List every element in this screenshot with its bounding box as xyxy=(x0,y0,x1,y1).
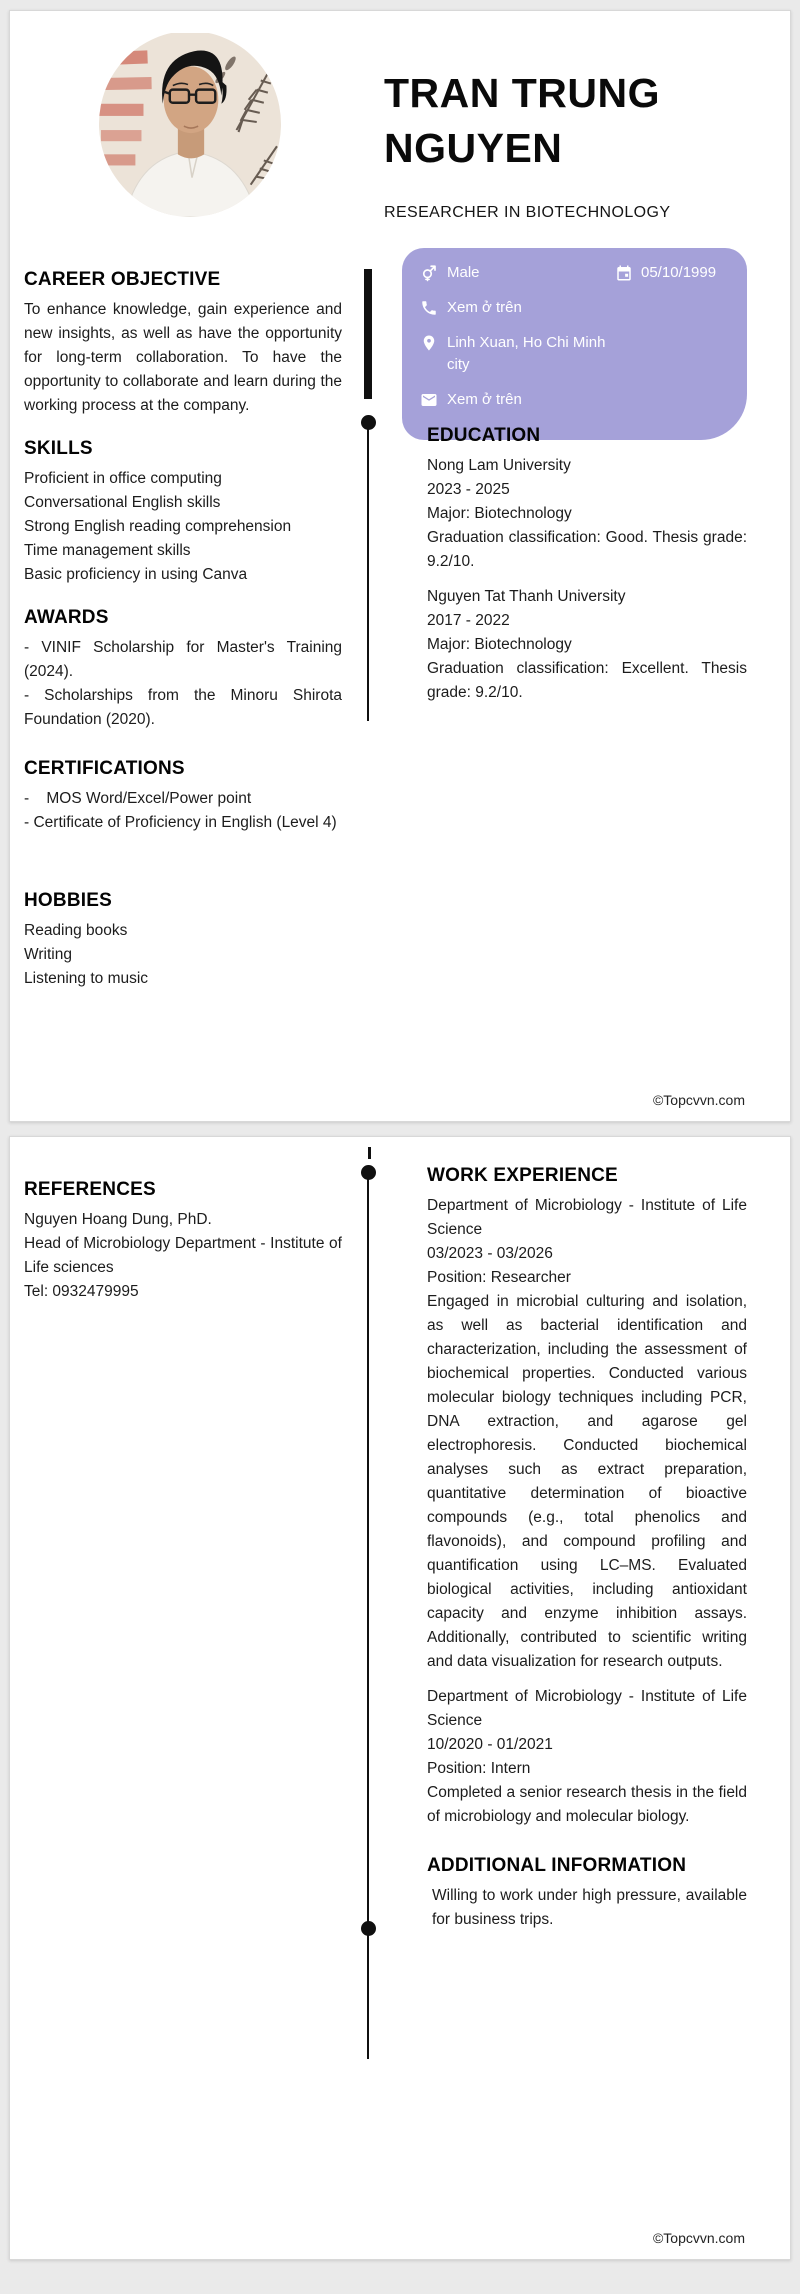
career-objective-text: To enhance knowledge, gain experience and new insights, as well as have the opportunity for long-term collaboration. To have the opportunity to collaborate and learn during the working process at the company. xyxy=(24,301,342,414)
gender-icon xyxy=(420,264,438,282)
references-heading: REFERENCES xyxy=(24,1179,156,1200)
work-position: Position: Intern xyxy=(427,1760,531,1777)
work-position: Position: Researcher xyxy=(427,1269,571,1286)
section-certifications xyxy=(24,758,342,835)
section-work-experience xyxy=(427,1165,747,1829)
contact-row-gender xyxy=(420,262,731,284)
contact-row-phone xyxy=(420,297,731,319)
reference-role: Head of Microbiology Department - Institute of Life sciences xyxy=(24,1235,342,1276)
additional-information-heading: ADDITIONAL INFORMATION xyxy=(427,1855,687,1876)
education-entry xyxy=(427,454,747,574)
section-career-objective xyxy=(24,269,342,418)
award-item: - Scholarships from the Minoru Shirota Foundation (2020). xyxy=(24,687,342,728)
education-major: Major: Biotechnology xyxy=(427,636,572,653)
location-pin-icon xyxy=(420,334,438,352)
section-references xyxy=(24,1179,342,1304)
cv-page-1 xyxy=(9,10,791,1122)
hobby-item: Writing xyxy=(24,946,72,963)
career-objective-heading: CAREER OBJECTIVE xyxy=(24,269,221,290)
work-experience-heading: WORK EXPERIENCE xyxy=(427,1165,618,1186)
education-period: 2017 - 2022 xyxy=(427,612,510,629)
cv-page-2 xyxy=(9,1136,791,2260)
timeline-dot-work xyxy=(361,1165,376,1180)
left-column xyxy=(24,269,342,991)
contact-row-dob xyxy=(615,262,716,284)
education-note: Graduation classification: Good. Thesis grade: 9.2/10. xyxy=(427,529,747,570)
copyright-watermark: ©Topcvvn.com xyxy=(652,2230,745,2246)
work-org: Department of Microbiology - Institute of Life Science xyxy=(427,1688,747,1729)
phone-value: Xem ở trên xyxy=(447,299,522,316)
address-value: Linh Xuan, Ho Chi Minh city xyxy=(447,334,606,373)
work-period: 03/2023 - 03/2026 xyxy=(427,1245,553,1262)
education-major: Major: Biotechnology xyxy=(427,505,572,522)
contact-card xyxy=(402,248,747,440)
skills-heading: SKILLS xyxy=(24,438,93,459)
section-additional-information xyxy=(427,1855,747,1932)
reference-name: Nguyen Hoang Dung, PhD. xyxy=(24,1211,212,1228)
envelope-icon xyxy=(420,391,438,409)
skill-item: Time management skills xyxy=(24,542,191,559)
profile-photo-illustration xyxy=(99,31,281,217)
section-hobbies xyxy=(24,890,342,991)
certification-item: - MOS Word/Excel/Power point xyxy=(24,790,252,807)
section-education xyxy=(427,425,747,705)
timeline-dot-education xyxy=(361,415,376,430)
skill-item: Proficient in office computing xyxy=(24,470,222,487)
education-school: Nguyen Tat Thanh University xyxy=(427,588,626,605)
candidate-title: RESEARCHER IN BIOTECHNOLOGY xyxy=(384,204,671,221)
work-org: Department of Microbiology - Institute of Life Science xyxy=(427,1197,747,1238)
profile-photo xyxy=(99,31,281,217)
education-school: Nong Lam University xyxy=(427,457,571,474)
skill-item: Basic proficiency in using Canva xyxy=(24,566,248,583)
additional-information-text: Willing to work under high pressure, available for business trips. xyxy=(432,1887,747,1928)
work-entry xyxy=(427,1194,747,1674)
hobbies-heading: HOBBIES xyxy=(24,890,112,911)
certifications-heading: CERTIFICATIONS xyxy=(24,758,185,779)
timeline-line xyxy=(367,429,369,721)
work-description: Engaged in microbial culturing and isolation, as well as bacterial identification and characterization, including the assessment of biochemical properties. Conducted various molecular biology techniques including PCR, DNA extraction, and agarose gel electrophoresis. Conducted biochemical analyses such as extract preparation, quantitative determination of bioactive compounds (e.g., total phenolics and flavonoids), and compound profiling and quantification using LC–MS. Evaluated biological activities, including antioxidant capacity and enzyme inhibition assays. Additionally, contributed to scientific writing and data visualization for research outputs. xyxy=(427,1293,747,1670)
work-period: 10/2020 - 01/2021 xyxy=(427,1736,553,1753)
calendar-icon xyxy=(615,264,633,282)
hobby-item: Reading books xyxy=(24,922,128,939)
hobby-item: Listening to music xyxy=(24,970,149,987)
contact-row-email xyxy=(420,389,731,411)
work-description: Completed a senior research thesis in the field of microbiology and molecular biology. xyxy=(427,1784,747,1825)
education-note: Graduation classification: Excellent. Thesis grade: 9.2/10. xyxy=(427,660,747,701)
right-column-page2 xyxy=(427,1165,747,1932)
education-entry xyxy=(427,585,747,705)
phone-icon xyxy=(420,299,438,317)
award-item: - VINIF Scholarship for Master's Training (2024). xyxy=(24,639,342,680)
education-period: 2023 - 2025 xyxy=(427,481,510,498)
work-entry xyxy=(427,1685,747,1829)
reference-tel: Tel: 0932479995 xyxy=(24,1283,139,1300)
copyright-watermark: ©Topcvvn.com xyxy=(652,1092,745,1108)
candidate-name: TRAN TRUNG NGUYEN xyxy=(384,70,661,171)
skill-item: Conversational English skills xyxy=(24,494,221,511)
dob-value: 05/10/1999 xyxy=(641,264,717,281)
education-heading: EDUCATION xyxy=(427,425,541,446)
section-awards xyxy=(24,607,342,732)
awards-heading: AWARDS xyxy=(24,607,109,628)
timeline-bar xyxy=(364,269,372,399)
timeline-tick xyxy=(368,1147,371,1159)
contact-row-address xyxy=(420,332,731,376)
section-skills xyxy=(24,438,342,587)
timeline-dot-additional xyxy=(361,1921,376,1936)
certification-item: - Certificate of Proficiency in English (Level 4) xyxy=(24,814,337,831)
email-value: Xem ở trên xyxy=(447,391,522,408)
skill-item: Strong English reading comprehension xyxy=(24,518,292,535)
gender-value: Male xyxy=(447,264,480,281)
